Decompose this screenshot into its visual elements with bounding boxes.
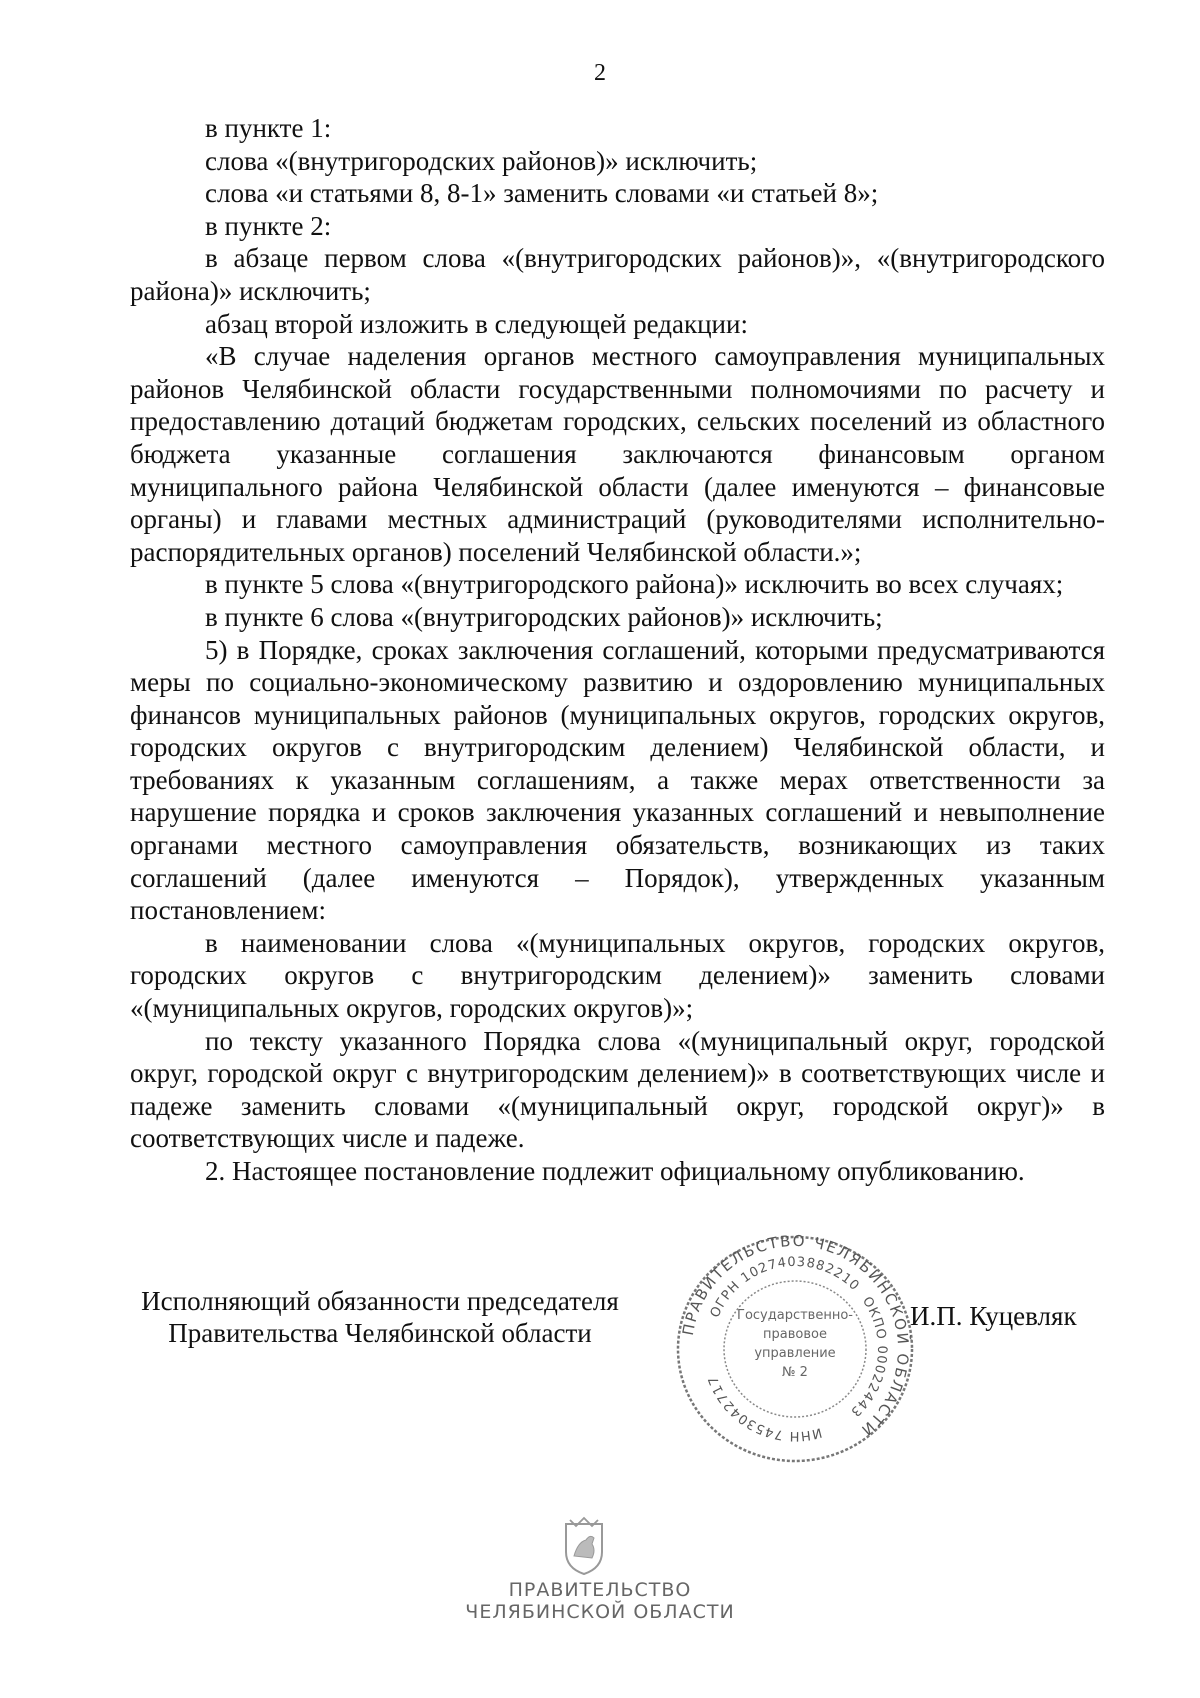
paragraph: 2. Настоящее постановление подлежит официальному опубликованию. [205, 1156, 1025, 1186]
seal-inner-text: управление [754, 1346, 836, 1361]
seal-inn: ИНН 7453042717 [705, 1373, 824, 1444]
signatory-name: И.П. Куцевляк [910, 1301, 1077, 1331]
paragraph: в пункте 1: [205, 113, 332, 143]
paragraph: «В случае наделения органов местного самоуправления муниципальных районов Челябинской области государственными полномочиями по расчету и предоставлению дотаций бюджетам городских, сельских поселений из областного бюджета указанные соглашения заключаются финансовым органом муниципального района Челябинской области (далее именуются – финансовые органы) и главами местных администраций (руководителями исполнительно-распорядительных органов) поселений Челябинской области.»; [130, 341, 1105, 567]
seal-okpo: ОКПО 00022443 [846, 1294, 890, 1420]
seal-outer-text: ПРАВИТЕЛЬСТВО ЧЕЛЯБИНСКОЙ ОБЛАСТИ [678, 1232, 913, 1441]
signature-block [0, 1285, 1200, 1348]
seal-ogrn: ОГРН 1027403882210 [707, 1254, 863, 1321]
official-seal [673, 1232, 917, 1466]
paragraph: в пункте 2: [205, 210, 332, 241]
page-number: 2 [594, 60, 606, 86]
svg-text:ИНН 7453042717 [706, 1373, 824, 1443]
seal-inner-text: Государственно- [737, 1308, 853, 1323]
coat-of-arms-icon [556, 1516, 612, 1576]
footer-line: ЧЕЛЯБИНСКОЙ ОБЛАСТИ [465, 1601, 735, 1623]
position-line: Исполняющий обязанности председателя [141, 1286, 619, 1316]
footer-line: ПРАВИТЕЛЬСТВО [508, 1579, 692, 1601]
paragraph: слова «и статьями 8, 8-1» заменить словами «и статьей 8»; [205, 178, 879, 209]
paragraph: слова «(внутригородских районов)» исключить; [205, 145, 758, 176]
seal-inner-text: № 2 [782, 1365, 808, 1380]
paragraph: в наименовании слова «(муниципальных округов, городских округов, городских округов с внутригородским делением)» заменить словами «(муниципальных округов, городских округов)»; [130, 927, 1105, 1024]
paragraph: абзац второй изложить в следующей редакции: [205, 308, 748, 339]
paragraph: в пункте 6 слова «(внутригородских районов)» исключить; [205, 601, 883, 632]
paragraph: в пункте 5 слова «(внутригородского района)» исключить во всех случаях; [205, 569, 1064, 600]
signatory-position [130, 1285, 630, 1349]
document-body [130, 112, 1105, 1188]
footer-organization [0, 1579, 1200, 1623]
seal-inner-text: правовое [763, 1327, 827, 1342]
paragraph: по тексту указанного Порядка слова «(муниципальный округ, городской округ, городской округ с внутригородским делением)» в соответствующих числе и падеже заменить словами «(муниципальный округ, городской округ)» в соответствующих числе и падеже. [130, 1025, 1105, 1154]
paragraph: в абзаце первом слова «(внутригородских районов)», «(внутригородского района)» исключить; [130, 243, 1105, 306]
paragraph: 5) в Порядке, сроках заключения соглашений, которыми предусматриваются меры по социально-экономическому развитию и оздоровлению муниципальных финансов муниципальных районов (муниципальных округов, городских округов, городских округов с внутригородским делением) Челябинской области, и требованиях к указанным соглашениям, а также мерах ответственности за нарушение порядка и сроков заключения указанных соглашений и невыполнение органами местного самоуправления обязательств, возникающих из таких соглашений (далее именуются – Порядок), утвержденных указанным постановлением: [130, 634, 1105, 926]
position-line: Правительства Челябинской области [168, 1318, 592, 1348]
